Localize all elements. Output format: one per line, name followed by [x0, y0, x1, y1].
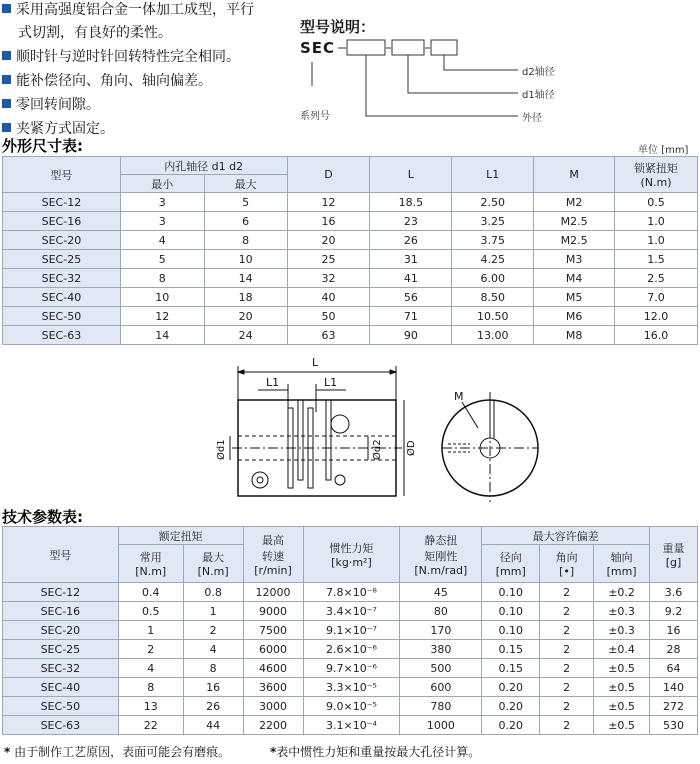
table-row [3, 583, 698, 602]
label-d2: d2轴径 [522, 67, 555, 78]
table-cell: 2 [540, 678, 594, 697]
table-cell: 2.6×10⁻⁶ [303, 640, 400, 659]
table-cell: 780 [400, 697, 482, 716]
table-cell: 2200 [243, 716, 303, 735]
table-row [3, 640, 698, 659]
dim-label-L1-right: L1 [324, 376, 338, 389]
table-cell: M2.5 [534, 212, 615, 231]
table-cell: 25 [287, 250, 370, 269]
table-cell: 6.00 [452, 269, 534, 288]
table-row [3, 716, 698, 735]
table-row [3, 326, 698, 345]
model-cell: SEC-25 [3, 250, 121, 269]
coupling-drawing [200, 352, 560, 502]
table-cell: 14 [120, 326, 204, 345]
table-cell: M8 [534, 326, 615, 345]
dim-label-D: ØD [406, 440, 417, 456]
label-d1: d1轴径 [522, 90, 555, 101]
table-cell: 0.5 [118, 602, 183, 621]
table-row [3, 212, 698, 231]
table-cell: M2.5 [534, 231, 615, 250]
table-cell: 3.1×10⁻⁴ [303, 716, 400, 735]
table-cell: 31 [370, 250, 452, 269]
note-1: * 由于制作工艺原因，表面可能会有磨痕。 [4, 745, 231, 759]
table-cell: ±0.2 [594, 583, 650, 602]
table-cell: 3.4×10⁻⁷ [303, 602, 400, 621]
table-cell: 530 [650, 716, 698, 735]
table-cell: 4600 [243, 659, 303, 678]
table-cell: 0.20 [482, 697, 540, 716]
model-cell: SEC-16 [3, 602, 119, 621]
model-cell: SEC-16 [3, 212, 121, 231]
table-cell: 64 [650, 659, 698, 678]
table-cell: 0.10 [482, 583, 540, 602]
tcol-radial: 径向 [mm] [482, 545, 540, 583]
col-M: M [534, 157, 615, 193]
table-cell: 3600 [243, 678, 303, 697]
feature-5: 夹紧方式固定。 [2, 119, 114, 139]
table-cell: 10.50 [452, 307, 534, 326]
table-cell: 90 [370, 326, 452, 345]
bullet-icon [2, 123, 11, 132]
col-model: 型号 [3, 157, 121, 193]
model-code-title: 型号说明： [300, 18, 376, 36]
table-cell: 0.5 [615, 193, 698, 212]
table-cell: 4.25 [452, 250, 534, 269]
table-cell: 56 [370, 288, 452, 307]
feature-1-cont: 式切割，有良好的柔性。 [18, 25, 172, 41]
table-cell: 0.10 [482, 602, 540, 621]
table-cell: 8 [204, 231, 287, 250]
table-cell: 1 [118, 621, 183, 640]
table-cell: 20 [287, 231, 370, 250]
model-cell: SEC-12 [3, 583, 119, 602]
table-cell: 3.3×10⁻⁵ [303, 678, 400, 697]
table-cell: 16 [287, 212, 370, 231]
table-row [3, 602, 698, 621]
table-cell: 1.0 [615, 212, 698, 231]
label-series: 系列号 [300, 111, 330, 122]
model-cell: SEC-20 [3, 621, 119, 640]
table-cell: 140 [650, 678, 698, 697]
table-cell: 7.0 [615, 288, 698, 307]
table-cell: 600 [400, 678, 482, 697]
model-cell: SEC-40 [3, 288, 121, 307]
table-row [3, 193, 698, 212]
table-cell: 5 [204, 193, 287, 212]
table-cell: 71 [370, 307, 452, 326]
table-cell: 50 [287, 307, 370, 326]
model-cell: SEC-50 [3, 307, 121, 326]
table-row [3, 678, 698, 697]
table-cell: M2 [534, 193, 615, 212]
table-cell: 26 [183, 697, 243, 716]
table-row [3, 621, 698, 640]
table-cell: 8 [183, 659, 243, 678]
table-cell: 8.50 [452, 288, 534, 307]
table-cell: 0.4 [118, 583, 183, 602]
dim-table-title: 外形尺寸表: [2, 137, 83, 155]
tech-table [2, 526, 698, 735]
model-cell: SEC-40 [3, 678, 119, 697]
table-cell: 16 [650, 621, 698, 640]
table-cell: 2 [540, 583, 594, 602]
tech-table-title: 技术参数表: [2, 508, 83, 526]
table-cell: 5 [120, 250, 204, 269]
table-cell: 16.0 [615, 326, 698, 345]
col-torque: 锁紧扭矩 (N.m) [615, 157, 698, 193]
table-cell: 1000 [400, 716, 482, 735]
dim-label-d1: Ød1 [216, 439, 227, 460]
table-cell: 22 [118, 716, 183, 735]
table-cell: 2 [540, 659, 594, 678]
table-cell: 3000 [243, 697, 303, 716]
table-cell: 2 [540, 640, 594, 659]
table-cell: 3.75 [452, 231, 534, 250]
col-bore-max: 最大 [204, 175, 287, 193]
table-cell: 9.1×10⁻⁷ [303, 621, 400, 640]
tcol-speed: 最高 转速 [r/min] [243, 527, 303, 583]
model-cell: SEC-25 [3, 640, 119, 659]
table-cell: 14 [204, 269, 287, 288]
table-cell: 2 [540, 621, 594, 640]
dim-table [2, 156, 698, 345]
table-cell: 2 [183, 621, 243, 640]
feature-1: 采用高强度铝合金一体加工成型，平行 [2, 0, 254, 20]
table-row [3, 269, 698, 288]
table-cell: ±0.5 [594, 716, 650, 735]
tcol-stiffness: 静态扭 矩刚性 [N.m/rad] [400, 527, 482, 583]
bullet-icon [2, 4, 11, 13]
table-cell: 18 [204, 288, 287, 307]
table-cell: 0.15 [482, 659, 540, 678]
table-cell: 2 [540, 602, 594, 621]
table-cell: 8 [120, 269, 204, 288]
bullet-icon [2, 51, 11, 60]
table-cell: 12000 [243, 583, 303, 602]
table-cell: 12 [287, 193, 370, 212]
table-cell: 2.50 [452, 193, 534, 212]
model-cell: SEC-63 [3, 326, 121, 345]
table-cell: 6 [204, 212, 287, 231]
table-cell: 23 [370, 212, 452, 231]
tcol-weight: 重量 [g] [650, 527, 698, 583]
table-cell: 2.5 [615, 269, 698, 288]
table-cell: ±0.5 [594, 678, 650, 697]
table-cell: 4 [120, 231, 204, 250]
table-cell: 63 [287, 326, 370, 345]
table-cell: 0.20 [482, 678, 540, 697]
tcol-model: 型号 [3, 527, 119, 583]
table-cell: 0.10 [482, 621, 540, 640]
table-row [3, 231, 698, 250]
table-cell: M6 [534, 307, 615, 326]
feature-4: 零回转间隙。 [2, 95, 100, 115]
col-L: L [370, 157, 452, 193]
table-row [3, 659, 698, 678]
table-cell: 44 [183, 716, 243, 735]
col-bore: 内孔轴径 d1 d2 [120, 157, 287, 175]
table-cell: 10 [120, 288, 204, 307]
col-L1: L1 [452, 157, 534, 193]
table-cell: M4 [534, 269, 615, 288]
model-cell: SEC-32 [3, 659, 119, 678]
table-cell: 16 [183, 678, 243, 697]
table-row [3, 288, 698, 307]
table-cell: 4 [118, 659, 183, 678]
table-cell: 24 [204, 326, 287, 345]
tcol-max: 最大 [N.m] [183, 545, 243, 583]
table-cell: 170 [400, 621, 482, 640]
dim-label-L: L [312, 356, 319, 369]
table-cell: 2 [540, 716, 594, 735]
feature-3: 能补偿径向、角向、轴向偏差。 [2, 71, 212, 91]
table-cell: 1.0 [615, 231, 698, 250]
table-cell: 4 [183, 640, 243, 659]
dim-label-M: M [454, 390, 464, 403]
table-cell: ±0.3 [594, 602, 650, 621]
table-cell: 9.7×10⁻⁶ [303, 659, 400, 678]
tcol-rated-torque: 额定扭矩 [118, 527, 243, 545]
tcol-inertia: 惯性力矩 [kg·m²] [303, 527, 400, 583]
model-cell: SEC-12 [3, 193, 121, 212]
table-cell: ±0.3 [594, 621, 650, 640]
table-cell: 1 [183, 602, 243, 621]
table-cell: 380 [400, 640, 482, 659]
bullet-icon [2, 99, 11, 108]
label-outer-diameter: 外径 [522, 113, 542, 124]
table-cell: 0.20 [482, 716, 540, 735]
table-cell: 9000 [243, 602, 303, 621]
table-cell: 32 [287, 269, 370, 288]
tcol-deviation: 最大容许偏差 [482, 527, 650, 545]
tcol-normal: 常用 [N.m] [118, 545, 183, 583]
table-cell: 8 [118, 678, 183, 697]
table-cell: 9.0×10⁻⁵ [303, 697, 400, 716]
table-cell: 2 [118, 640, 183, 659]
table-cell: 40 [287, 288, 370, 307]
model-cell: SEC-20 [3, 231, 121, 250]
table-cell: 18.5 [370, 193, 452, 212]
table-cell: 3 [120, 193, 204, 212]
model-cell: SEC-50 [3, 697, 119, 716]
model-cell: SEC-63 [3, 716, 119, 735]
tcol-axial: 轴向 [mm] [594, 545, 650, 583]
table-cell: 80 [400, 602, 482, 621]
table-cell: M5 [534, 288, 615, 307]
model-cell: SEC-32 [3, 269, 121, 288]
table-cell: 3.6 [650, 583, 698, 602]
table-cell: 0.15 [482, 640, 540, 659]
note-2: *表中惯性力矩和重量按最大孔径计算。 [270, 745, 481, 759]
table-row [3, 697, 698, 716]
table-cell: 13.00 [452, 326, 534, 345]
tcol-angular: 角向 [•] [540, 545, 594, 583]
table-cell: ±0.5 [594, 697, 650, 716]
table-cell: 272 [650, 697, 698, 716]
table-cell: 500 [400, 659, 482, 678]
table-cell: 45 [400, 583, 482, 602]
table-cell: 12 [120, 307, 204, 326]
table-cell: M3 [534, 250, 615, 269]
dim-label-L1-left: L1 [266, 376, 280, 389]
table-cell: ±0.4 [594, 640, 650, 659]
table-cell: 9.2 [650, 602, 698, 621]
table-cell: 10 [204, 250, 287, 269]
bullet-icon [2, 75, 11, 84]
table-cell: 2 [540, 697, 594, 716]
table-row [3, 250, 698, 269]
table-cell: 41 [370, 269, 452, 288]
model-code-prefix: SEC [300, 39, 336, 57]
table-cell: 12.0 [615, 307, 698, 326]
table-cell: 3.25 [452, 212, 534, 231]
dim-label-d2: Ød2 [372, 439, 383, 460]
table-cell: 1.5 [615, 250, 698, 269]
col-bore-min: 最小 [120, 175, 204, 193]
table-cell: 28 [650, 640, 698, 659]
table-cell: 3 [120, 212, 204, 231]
table-row [3, 307, 698, 326]
table-cell: 13 [118, 697, 183, 716]
table-cell: 7500 [243, 621, 303, 640]
table-cell: 0.8 [183, 583, 243, 602]
feature-2: 顺时针与逆时针回转特性完全相同。 [2, 47, 240, 67]
table-cell: 7.8×10⁻⁸ [303, 583, 400, 602]
table-cell: 20 [204, 307, 287, 326]
dim-unit: 单位 [mm] [638, 145, 689, 156]
table-cell: ±0.5 [594, 659, 650, 678]
table-cell: 6000 [243, 640, 303, 659]
table-cell: 26 [370, 231, 452, 250]
col-D: D [287, 157, 370, 193]
